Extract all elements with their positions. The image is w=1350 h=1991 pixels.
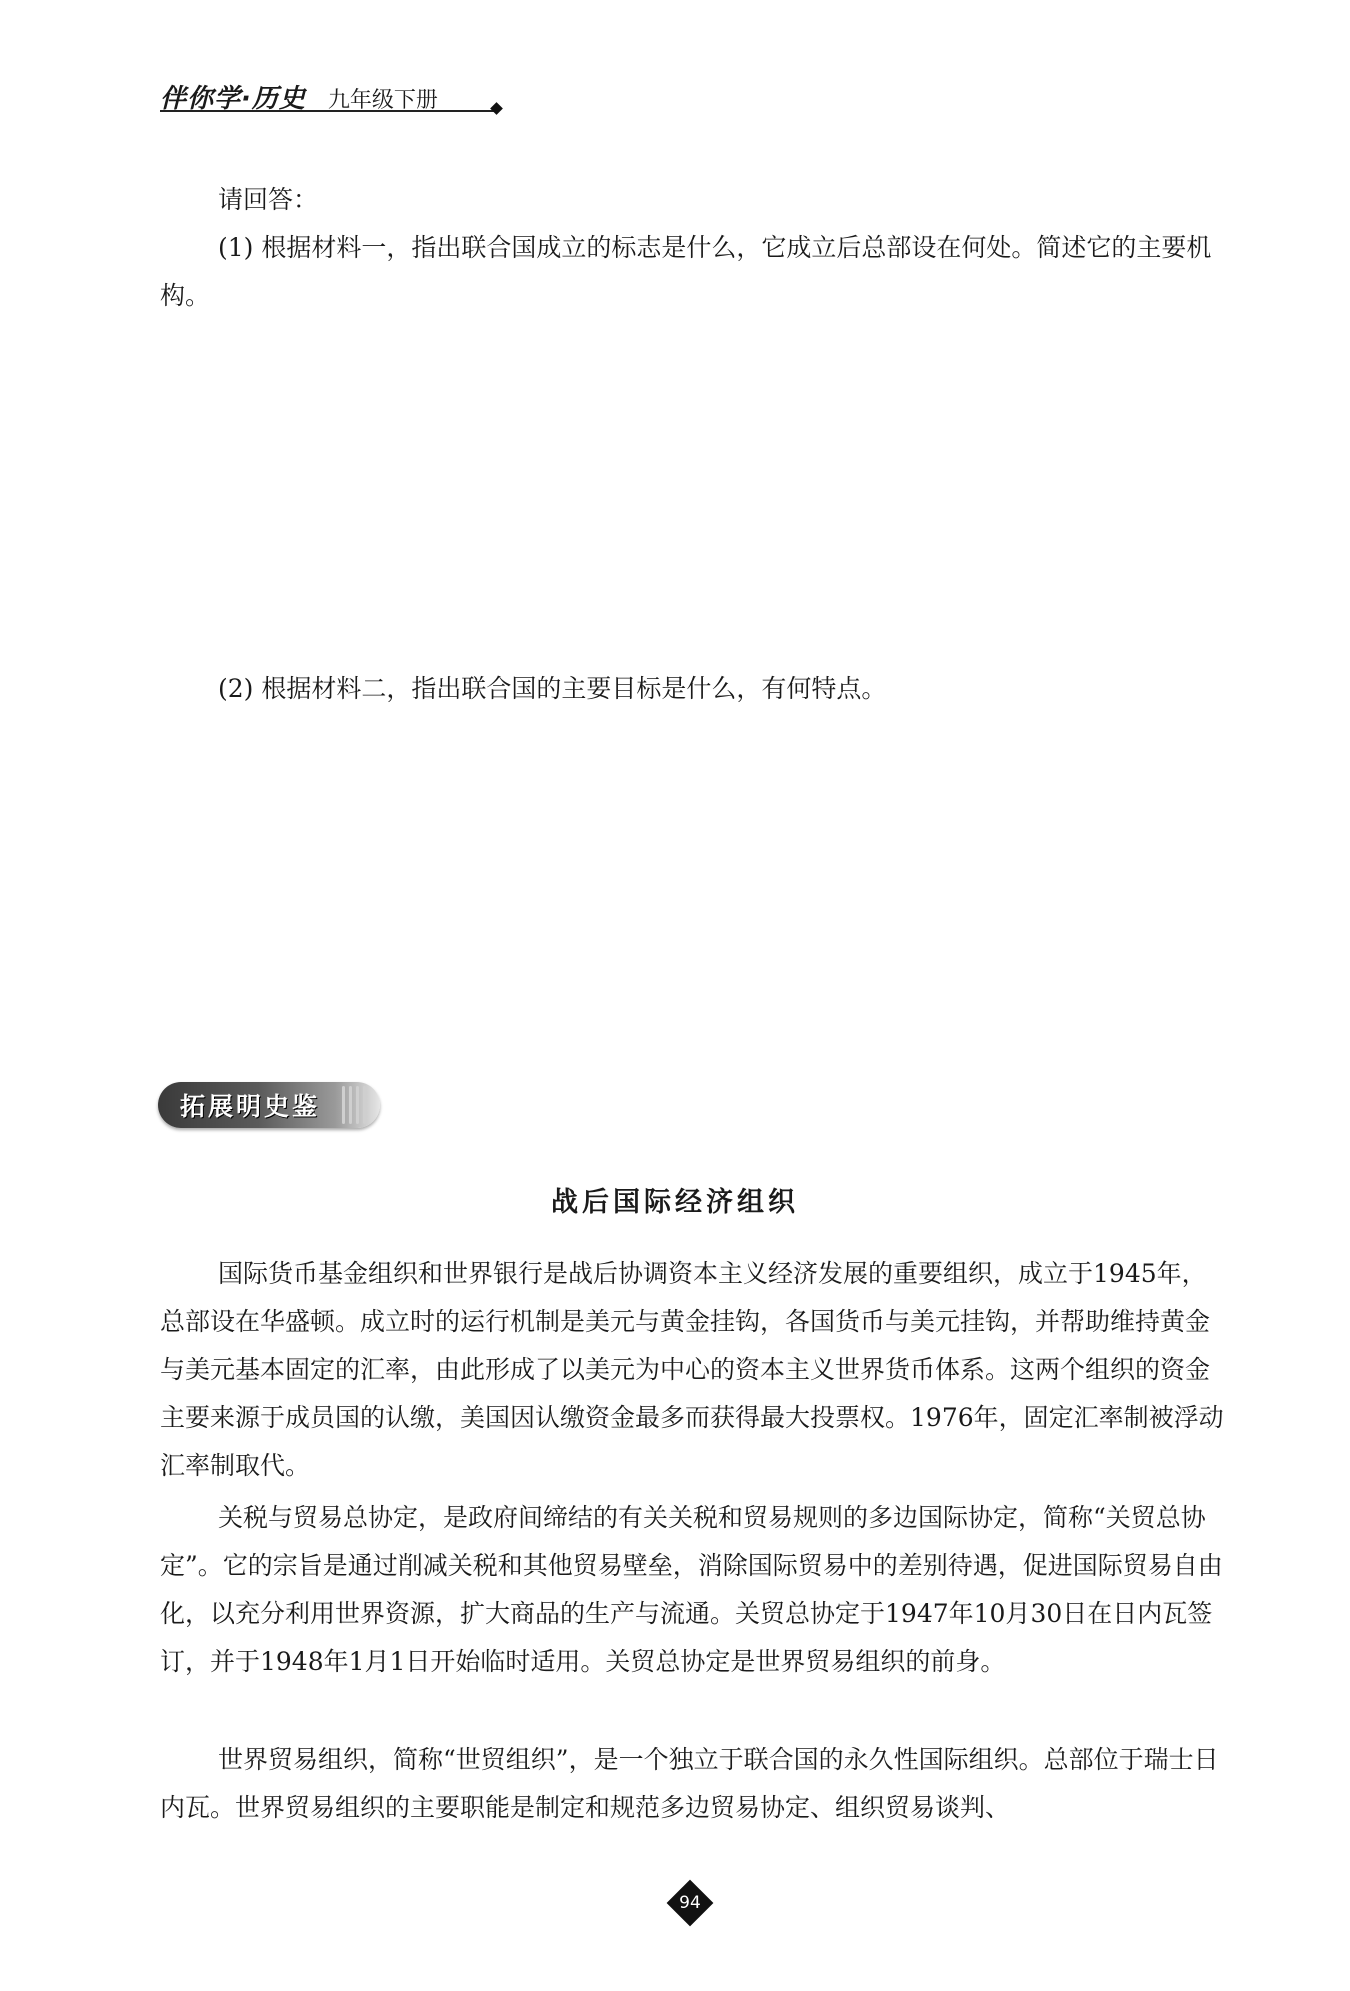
- page-number-label: 94: [679, 1893, 701, 1913]
- question-prompt: 请回答：: [218, 185, 319, 214]
- article-paragraph-3: 世界贸易组织，简称“世贸组织”，是一个独立于联合国的永久性国际组织。总部位于瑞士日内瓦。世界贸易组织的主要职能是制定和规范多边贸易协定、组织贸易谈判、: [160, 1745, 1219, 1822]
- section-badge-label: 拓展明史鉴: [180, 1092, 321, 1121]
- book-series-title: 伴你学·历史: [160, 84, 306, 114]
- badge-stripes-decoration: [342, 1082, 382, 1128]
- question-1: (1) 根据材料一，指出联合国成立的标志是什么，它成立后总部设在何处。简述它的主要机构。: [160, 233, 1212, 310]
- header-rule: [160, 110, 495, 112]
- article-title: 战后国际经济组织: [551, 1187, 799, 1218]
- question-2: (2) 根据材料二，指出联合国的主要目标是什么，有何特点。: [218, 674, 887, 703]
- article-paragraph-2: 关税与贸易总协定，是政府间缔结的有关关税和贸易规则的多边国际协定，简称“关贸总协定”。它的宗旨是通过削减关税和其他贸易壁垒，消除国际贸易中的差别待遇，促进国际贸易自由化，以充分利用世界资源，扩大商品的生产与流通。关贸总协定于1947年10月30日在日内瓦签订，并于1948年1月1日开始临时适用。关贸总协定是世界贸易组织的前身。: [160, 1503, 1223, 1676]
- book-grade-label: 九年级下册: [327, 88, 438, 113]
- article-paragraph-1: 国际货币基金组织和世界银行是战后协调资本主义经济发展的重要组织，成立于1945年，总部设在华盛顿。成立时的运行机制是美元与黄金挂钩，各国货币与美元挂钩，并帮助维持黄金与美元基本固定的汇率，由此形成了以美元为中心的资本主义世界货币体系。这两个组织的资金主要来源于成员国的认缴，美国因认缴资金最多而获得最大投票权。1976年，固定汇率制被浮动汇率制取代。: [160, 1259, 1224, 1480]
- page-number: [667, 1880, 713, 1926]
- header-diamond-icon: [490, 102, 503, 115]
